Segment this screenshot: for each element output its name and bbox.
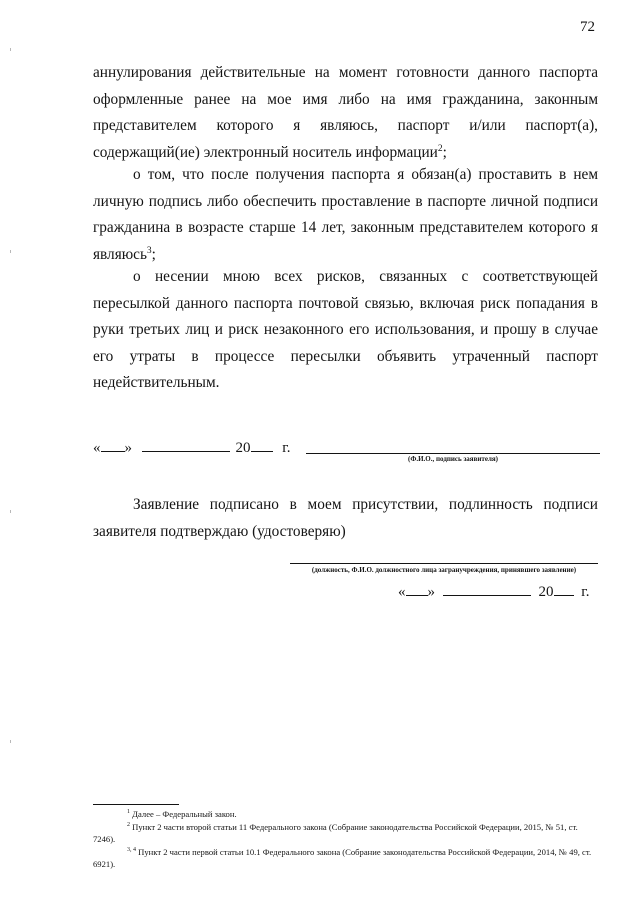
applicant-signature-caption: (Ф.И.О., подпись заявителя) xyxy=(408,455,498,463)
margin-mark xyxy=(10,510,11,513)
applicant-signature-line[interactable] xyxy=(306,453,600,454)
paragraph-signature-obligation xyxy=(93,162,598,268)
margin-mark xyxy=(10,250,11,253)
footnote-ref: 3 xyxy=(146,245,152,256)
day-blank[interactable] xyxy=(101,438,125,452)
footnote-text: Далее – Федеральный закон. xyxy=(132,809,237,819)
year-suffix: г. xyxy=(282,440,291,456)
margin-mark xyxy=(10,740,11,743)
month-blank[interactable] xyxy=(142,438,230,452)
paragraph-postal-risk xyxy=(93,264,598,397)
paragraph-annulment xyxy=(93,60,598,166)
close-quote: » xyxy=(427,584,435,600)
year-prefix: 20 xyxy=(235,440,251,456)
footnote-mark: 1 xyxy=(127,809,130,816)
official-signature-caption: (должность, Ф.И.О. должностного лица загранучреждения, принявшего заявление) xyxy=(311,566,577,574)
footnote-mark: 2 xyxy=(127,821,130,828)
open-quote: « xyxy=(93,440,101,456)
certification-paragraph xyxy=(93,492,598,545)
applicant-date-line xyxy=(93,438,290,457)
footnote-ref: 2 xyxy=(437,143,443,154)
certification-text: Заявление подписано в моем присутствии, подлинность подписи заявителя подтверждаю (удостоверяю) xyxy=(93,496,598,540)
footnote-item xyxy=(93,808,598,821)
footnote-item xyxy=(93,821,598,846)
paragraph-text: аннулирования действительные на момент готовности данного паспорта оформленные ранее на мое имя либо на имя гражданина, законным представителем которого я являюсь, паспорт и/или паспорт(а), содержащий(ие) электронный носитель информации xyxy=(93,64,598,161)
footnote-mark: 3, 4 xyxy=(127,846,136,853)
footnote-item xyxy=(93,846,598,871)
paragraph-text: о том, что после получения паспорта я обязан(а) проставить в нем личную подпись либо обеспечить проставление в паспорте личной подписи гражданина в возрасте старше 14 лет, законным представителем которого я являюсь xyxy=(93,166,598,263)
close-quote: » xyxy=(124,440,132,456)
month-blank[interactable] xyxy=(443,582,531,596)
certification-date-line xyxy=(398,582,589,601)
official-signature-line[interactable] xyxy=(290,563,598,564)
paragraph-end: ; xyxy=(151,245,156,263)
margin-mark xyxy=(10,48,11,51)
year-blank[interactable] xyxy=(554,582,574,596)
year-prefix: 20 xyxy=(538,584,554,600)
year-suffix: г. xyxy=(581,584,590,600)
page-number: 72 xyxy=(580,19,595,35)
footnote-separator xyxy=(93,804,179,805)
paragraph-text: о несении мною всех рисков, связанных с соответствующей пересылкой данного паспорта почтовой связью, включая риск попадания в руки третьих лиц и риск незаконного его использования, и прошу в случае его утраты в процессе пересылки объявить утраченный паспорт недействительным. xyxy=(93,268,598,391)
footnote-text: Пункт 2 части второй статьи 11 Федерального закона (Собрание законодательства Российской Федерации, 2015, № 51, ст. 7246). xyxy=(93,821,578,844)
day-blank[interactable] xyxy=(406,582,428,596)
footnote-text: Пункт 2 части первой статьи 10.1 Федерального закона (Собрание законодательства Российской Федерации, 2014, № 49, ст. 6921). xyxy=(93,846,592,869)
footnotes xyxy=(93,808,598,871)
year-blank[interactable] xyxy=(251,438,273,452)
open-quote: « xyxy=(398,584,406,600)
paragraph-end: ; xyxy=(442,143,447,161)
